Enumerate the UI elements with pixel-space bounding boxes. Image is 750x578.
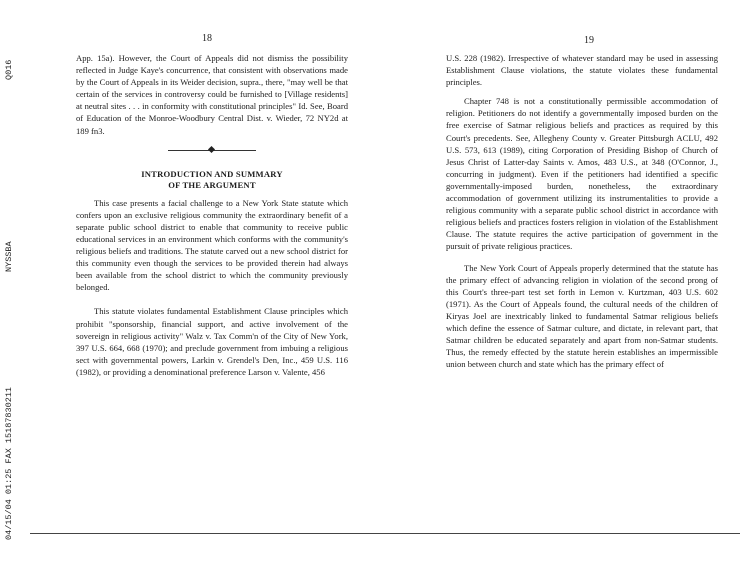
left-page-number: 18 (202, 33, 212, 44)
heading-line-2: OF THE ARGUMENT (168, 179, 256, 190)
section-heading (76, 169, 348, 191)
section-divider (76, 145, 348, 157)
right-paragraph-2: The New York Court of Appeals properly determined that the statute has the primary effect of advancing religion in violation of the second prong of this Court's three-part test set forth in Lemon v. Kurtzman, 403 U.S. 602 (1971). As the Court of Appeals found, the cultural needs of the children of Kiryas Joel are inextricably linked to fundamental Satmar religious beliefs which define the essence of Satmar culture, and dictate, in relevant part, that Satmar children be educated separately and apart from non-Satmar students. Thus, the remedy effected by the statute herein establishes an impermissible union between church and state which has the primary effect of (446, 262, 718, 370)
right-page-number: 19 (584, 35, 594, 46)
left-page-body (76, 52, 348, 378)
diamond-ornament-icon (208, 146, 215, 153)
fax-date-line: 04/15/04 01:25 FAX 15187830211 (4, 386, 14, 540)
fax-page-code: Q016 (4, 59, 14, 80)
left-paragraph-1: This case presents a facial challenge to a New York State statute which confers upon an exclusive religious community the extraordinary benefit of a separate public school district to enable that community to receive public educational services in an environment which conforms with the community's religious beliefs and traditions. The statute carved out a new school district for this community even though the services to be provided therein had always been available from the school district to which the community previously belonged. (76, 197, 348, 293)
right-continued-paragraph: U.S. 228 (1982). Irrespective of whatever standard may be used in assessing Establishment Clause violations, the statute violates these fundamental principles. (446, 53, 718, 88)
left-continued-paragraph: App. 15a). However, the Court of Appeals did not dismiss the possibility reflected in Judge Kaye's concurrence, that consistent with observations made by the Court of Appeals in its Weider decision, supra., there, "may well be that certain of the services in controversy could be furnished to [Village residents] at neutral sites . . . in conformity with constitutional principles" Id. See, Board of Education of the Monroe-Woodbury Central Dist. v. Wieder, 72 NY2d at 189 fn3. (76, 53, 348, 136)
right-paragraph-1: Chapter 748 is not a constitutionally permissible accommodation of religion. Petitioners do not identify a governmentally imposed burden on the free exercise of Satmar religious beliefs and practices as required by this Court's precedents. See, Allegheny County v. Greater Pittsburgh ACLU, 492 U.S. 573, 613 (1989), citing Corporation of Presiding Bishop of Church of Jesus Christ of Latter-day Saints v. Amos, 483 U.S., at 348 (O'Connor, J., concurring in judgment). Even if the petitioners had identified a specific governmentally-imposed burden, nonetheless, the extraordinary accommodation of government utilizing its instrumentalities to provide a religious community with a separate public school district in accordance with religious beliefs and practices fosters religion in violation of the Establishment Clause. The statute requires the active participation of government in the pursuit of private religious practices. (446, 96, 718, 252)
right-page-body (446, 52, 718, 370)
heading-line-1: INTRODUCTION AND SUMMARY (141, 168, 283, 179)
left-paragraph-2: This statute violates fundamental Establishment Clause principles which prohibit "sponsorship, financial support, and active involvement of the sovereign in religious activity" Walz v. Tax Comm'n of the City of New York, 397 U.S. 664, 668 (1970); and preclude government from imbuing a religious sect with governmental powers, Larkin v. Grendel's Den, Inc., 459 U.S. 116 (1982), or providing a denominational preference Larson v. Valente, 456 (76, 306, 348, 377)
bottom-rule (30, 533, 740, 534)
fax-margin (4, 0, 18, 578)
fax-sender: NYSSBA (4, 241, 14, 272)
